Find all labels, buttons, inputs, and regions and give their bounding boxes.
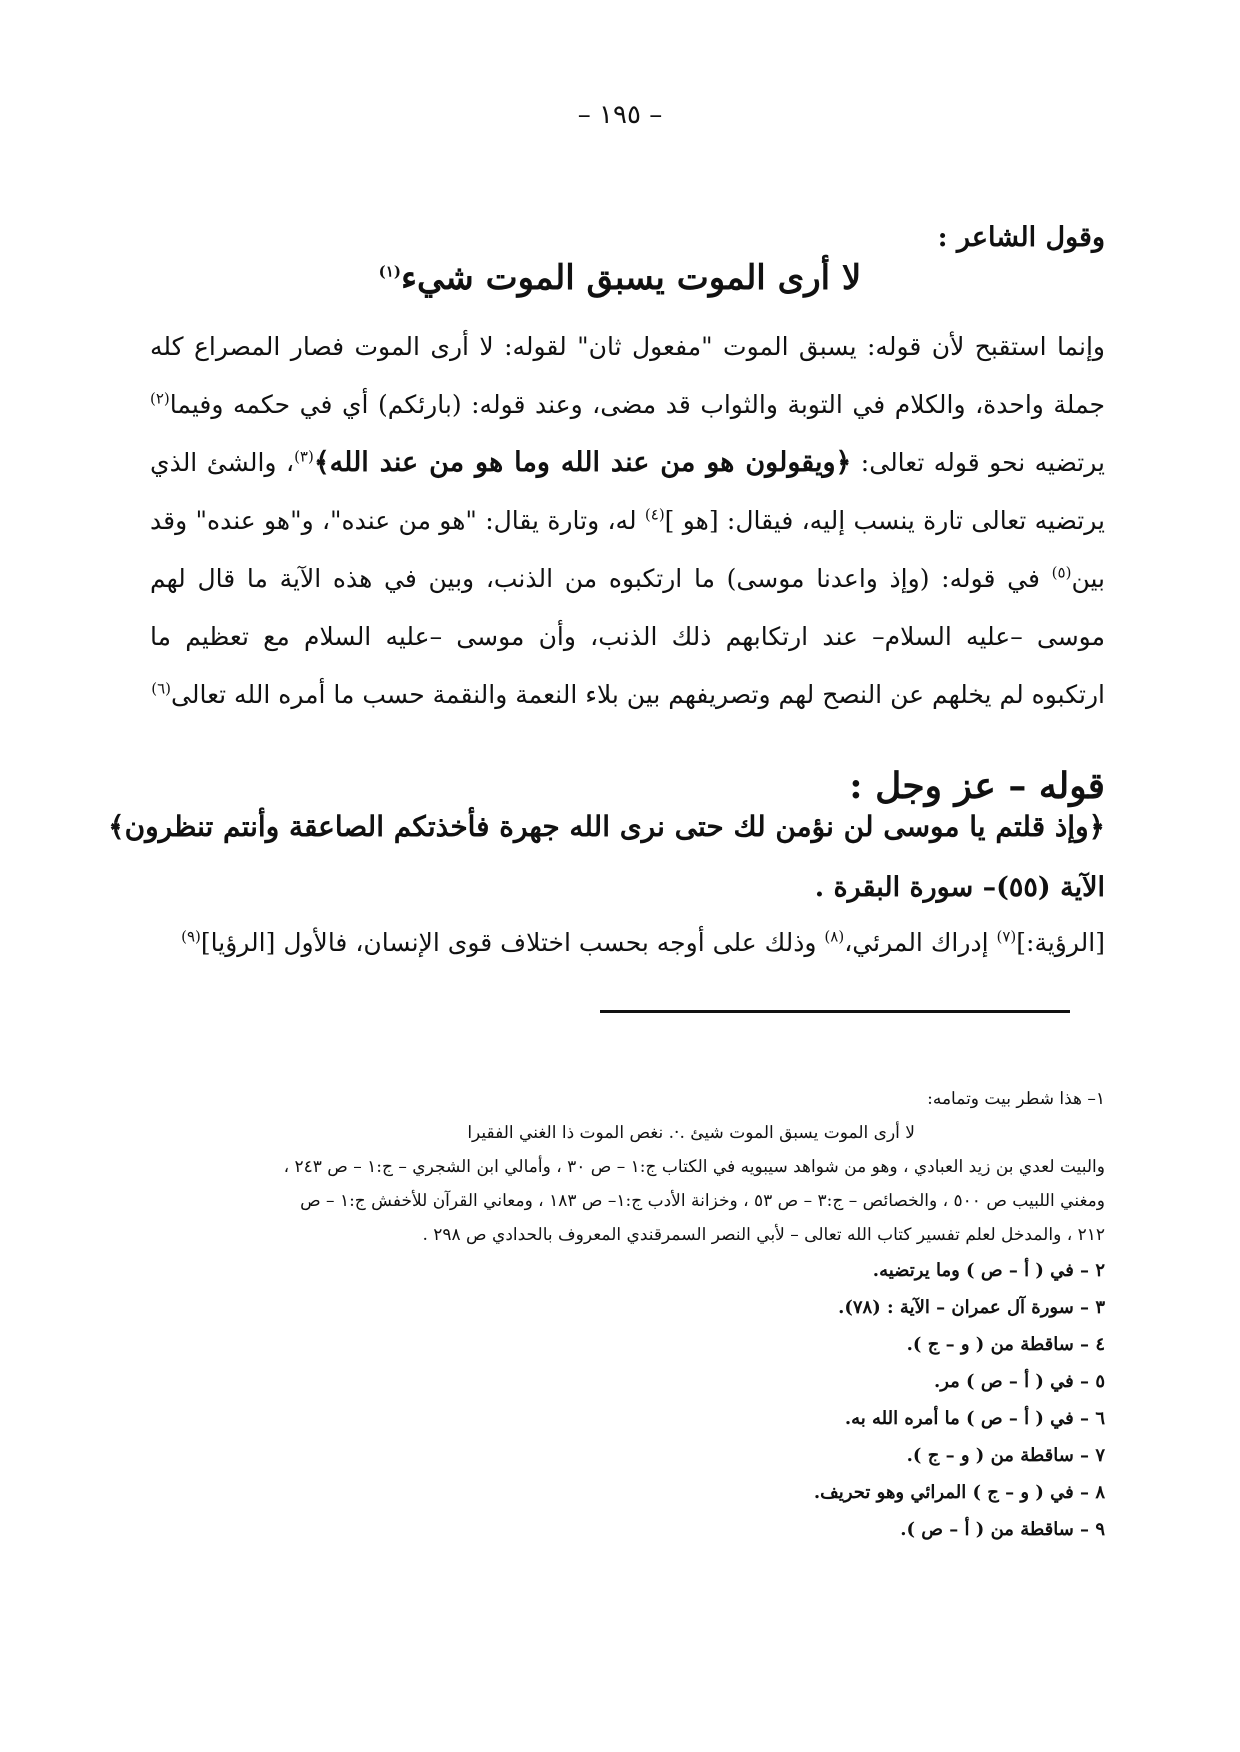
footnote-9: ٩ – ساقطة من ( أ – ص ). — [900, 1519, 1105, 1540]
paragraph-text — [150, 318, 1105, 724]
footnote-ref-8: (٨) — [824, 927, 845, 946]
paragraph-segment: في قوله: (وإذ واعدنا موسى) ما ارتكبوه من الذنب، وبين في هذه الآية ما قال لهم موسى –عليه السلام– عند ارتكابهم ذلك الذنب، وأن موسى –عليه السلام مع تعظيم ما ارتكبوه لم يخلهم عن النصح لهم وتصريفهم بين بلاء النعمة والنقمة حسب ما أمره الله تعالى — [150, 564, 1105, 709]
footnote-3: ٣ – سورة آل عمران – الآية : (٧٨). — [838, 1297, 1105, 1318]
footnote-ref-2: (٢) — [150, 389, 170, 408]
footnote-8: ٨ – في ( و – ج ) المرائي وهو تحريف. — [813, 1482, 1105, 1503]
paragraph-segment: يرتضيه نحو قوله تعالى: — [851, 448, 1105, 477]
footnote-1-head: ١– هذا شطر بيت وتمامه: — [927, 1089, 1105, 1109]
main-paragraph — [150, 318, 1105, 724]
paragraph-segment: وإنما استقبح لأن قوله: يسبق الموت "مفعول ثان" لقوله: لا أرى الموت فصار المصراع كله جملة واحدة، والكلام في التوبة والثواب قد مضى، وعند قوله: (بارئكم) أي في حكمه وفيما — [150, 332, 1105, 419]
footnotes — [150, 1082, 1105, 1548]
footnote-ref-4: (٤) — [644, 505, 665, 524]
section-heading: قوله – عز وجل : — [849, 765, 1105, 807]
footnote-2: ٢ – في ( أ – ص ) وما يرتضيه. — [872, 1260, 1105, 1281]
ayah-reference: الآية (٥٥)– سورة البقرة . — [814, 872, 1105, 903]
footnote-separator — [600, 1010, 1070, 1013]
footnote-ref-7: (٧) — [996, 927, 1017, 946]
footnote-6: ٦ – في ( أ – ص ) ما أمره الله به. — [844, 1408, 1105, 1429]
footnote-1-line: ومغني اللبيب ص ٥٠٠ ، والخصائص – ج:٣ – ص ٥٣ ، وخزانة الأدب ج:١– ص ١٨٣ ، ومعاني القرآن للأخفش ج:١ – ص — [300, 1191, 1105, 1211]
footnote-1-couplet: لا أرى الموت يسبق الموت شيئ .·. نغص الموت ذا الغني الفقيرا — [467, 1123, 915, 1143]
footnote-ref-3: (٣) — [294, 447, 314, 466]
footnote-7: ٧ – ساقطة من ( و – ج ). — [906, 1445, 1105, 1466]
poetry-verse-text: لا أرى الموت يسبق الموت شيء — [400, 258, 862, 298]
footnote-ref-9: (٩) — [181, 927, 201, 946]
quran-quote: ﴿ويقولون هو من عند الله وما هو من عند الله﴾ — [313, 447, 852, 478]
footnote-ref-1: (١) — [378, 262, 401, 281]
footnote-ref-5: (٥) — [1051, 563, 1072, 582]
footnote-1-line: ٢١٢ ، والمدخل لعلم تفسير كتاب الله تعالى – لأبي النصر السمرقندي المعروف بالحدادي ص ٢٩٨ . — [422, 1225, 1105, 1245]
continuation-segment: وذلك على أوجه بحسب اختلاف قوى الإنسان، فالأول [الرؤيا] — [200, 928, 825, 957]
poet-intro-label: وقول الشاعر : — [937, 222, 1105, 253]
footnote-1-line: والبيت لعدي بن زيد العبادي ، وهو من شواهد سيبويه في الكتاب ج:١ – ص ٣٠ ، وأمالي ابن الشجري – ج:١ – ص ٢٤٣ ، — [283, 1157, 1105, 1177]
continuation-segment: [الرؤية:] — [1016, 928, 1105, 957]
paragraph-segment: ، والشئ الذي يرتضيه تعالى تارة ينسب إليه، فيقال: [هو ] — [150, 448, 1105, 535]
footnote-4: ٤ – ساقطة من ( و – ج ). — [906, 1334, 1105, 1355]
page-number: – ١٩٥ – — [577, 100, 663, 130]
quran-verse: ﴿وإذ قلتم يا موسى لن نؤمن لك حتى نرى الله جهرة فأخذتكم الصاعقة وأنتم تنظرون﴾ — [108, 810, 1105, 843]
footnote-ref-6: (٦) — [151, 679, 171, 698]
continuation-line — [105, 928, 1105, 957]
paragraph-segment: له، وتارة يقال: "هو من عنده"، و"هو عنده" وقد بين — [150, 506, 1105, 593]
continuation-segment: إدراك المرئي، — [844, 928, 997, 957]
poetry-verse — [0, 258, 1240, 298]
footnote-5: ٥ – في ( أ – ص ) مر. — [933, 1371, 1105, 1392]
